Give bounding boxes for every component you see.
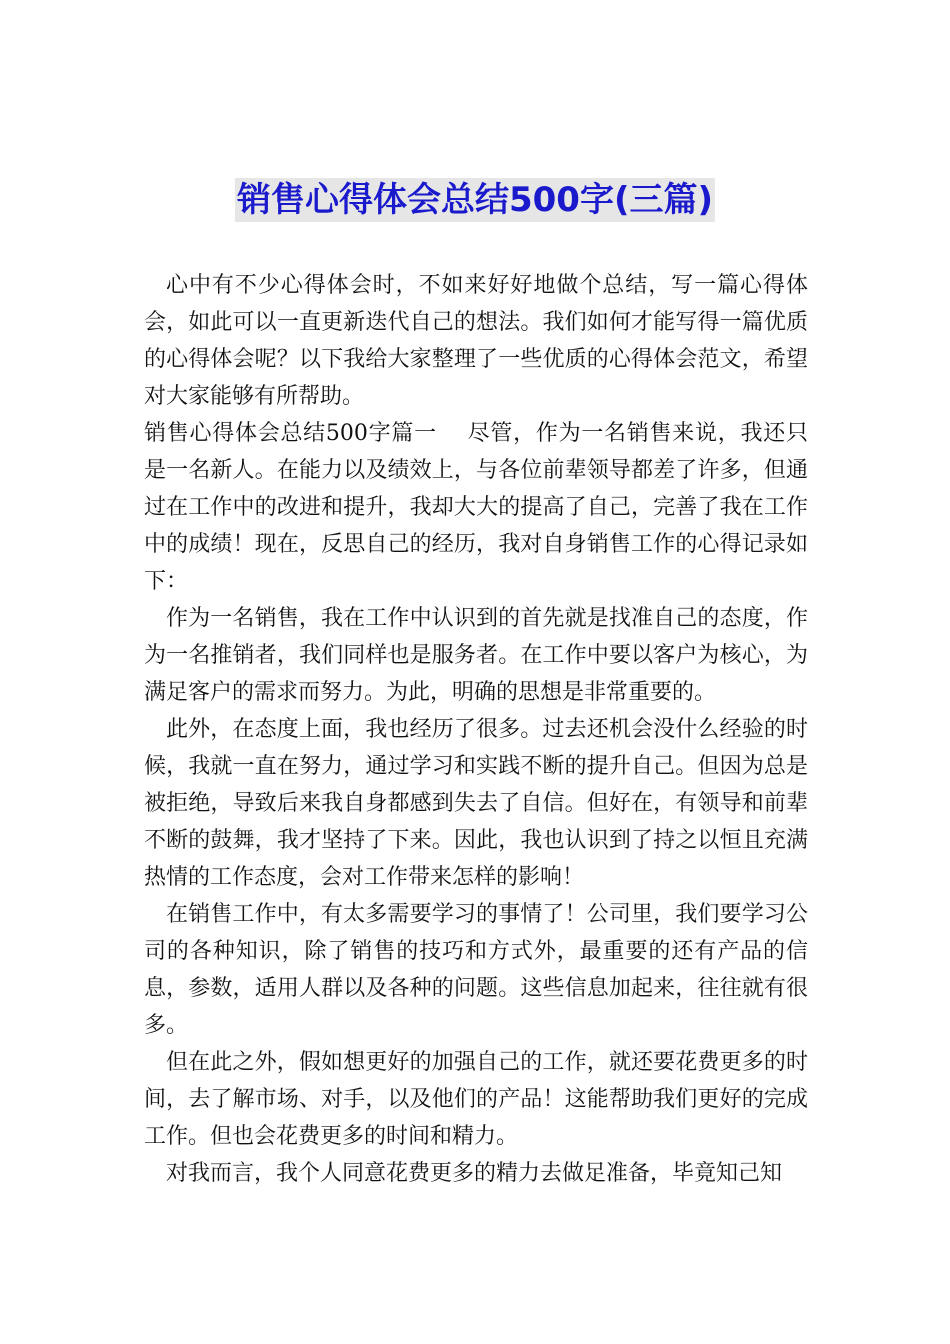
body-paragraph-3: 在销售工作中，有太多需要学习的事情了！公司里，我们要学习公司的各种知识，除了销售的技巧和方式外，最重要的还有产品的信息，参数，适用人群以及各种的问题。这些信息加起来，往往就有很多。 <box>144 902 808 1038</box>
intro-paragraph: 心中有不少心得体会时，不如来好好地做个总结，写一篇心得体会，如此可以一直更新迭代自己的想法。我们如何才能写得一篇优质的心得体会呢？以下我给大家整理了一些优质的心得体会范文，希望对大家能够有所帮助。 <box>144 273 808 409</box>
title-container <box>0 178 950 222</box>
document-title: 销售心得体会总结500字(三篇) <box>236 180 714 220</box>
body-paragraph-2: 此外，在态度上面，我也经历了很多。过去还机会没什么经验的时候，我就一直在努力，通过学习和实践不断的提升自己。但因为总是被拒绝，导致后来我自身都感到失去了自信。但好在，有领导和前辈不断的鼓舞，我才坚持了下来。因此，我也认识到了持之以恒且充满热情的工作态度，会对工作带来怎样的影响！ <box>144 717 808 890</box>
document-body <box>144 267 808 1192</box>
body-paragraph-4: 但在此之外，假如想更好的加强自己的工作，就还要花费更多的时间，去了解市场、对手，以及他们的产品！这能帮助我们更好的完成工作。但也会花费更多的时间和精力。 <box>144 1050 808 1149</box>
section-one-paragraph <box>144 415 808 600</box>
section-heading: 销售心得体会总结500字篇一 <box>144 421 437 446</box>
body-paragraph-1: 作为一名销售，我在工作中认识到的首先就是找准自己的态度，作为一名推销者，我们同样也是服务者。在工作中要以客户为核心，为满足客户的需求而努力。为此，明确的思想是非常重要的。 <box>144 606 808 705</box>
section-lead-text: 尽管，作为一名销售来说，我还只是一名新人。在能力以及绩效上，与各位前辈领导都差了许多，但通过在工作中的改进和提升，我却大大的提高了自己，完善了我在工作中的成绩！现在，反思自己的经历，我对自身销售工作的心得记录如下： <box>144 421 808 594</box>
body-paragraph-5: 对我而言，我个人同意花费更多的精力去做足准备，毕竟知己知 <box>166 1161 783 1186</box>
